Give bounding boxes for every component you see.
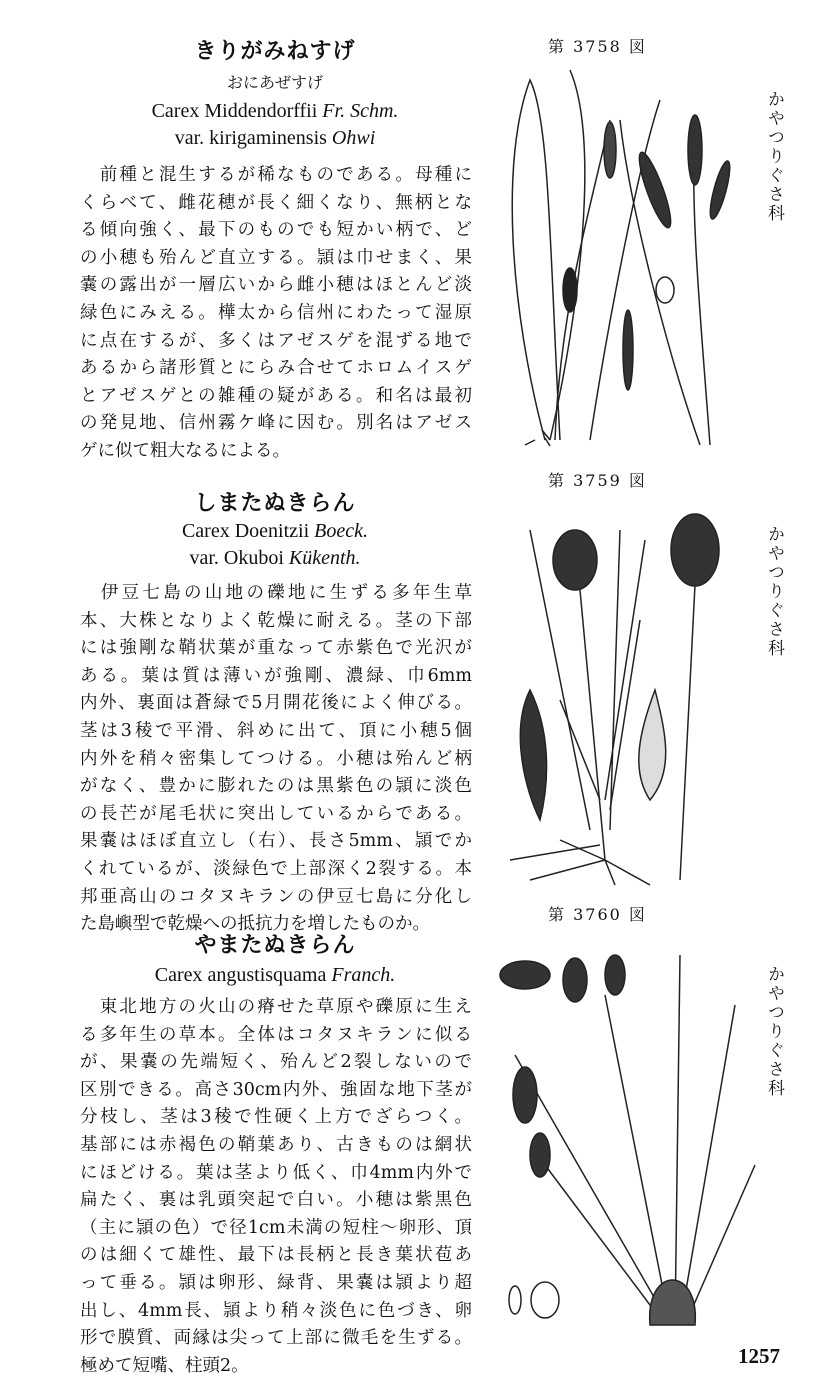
latin-author: Ohwi: [331, 127, 376, 149]
latin-author: Boeck.: [314, 520, 369, 542]
text-line: が、果嚢の先端短く、殆んど2裂しないので: [80, 1052, 472, 1073]
figure-label: 第 3758 図: [548, 37, 647, 56]
page-number: 1257: [738, 1344, 780, 1368]
latin-species: Carex Doenitzii: [181, 520, 310, 542]
text-line: 緑色にみえる。樺太から信州にわたって湿原: [80, 302, 472, 323]
text-line: た島嶼型で乾燥への抵抗力を増したものか。: [80, 914, 430, 935]
text-line: のは細くて雄性、最下は長柄と長き葉状苞あ: [80, 1245, 472, 1266]
entry-alt-name: おにあぜすげ: [226, 73, 323, 92]
text-line: 内外を稍々密集してつける。小穂は殆んど柄: [80, 748, 472, 769]
text-line: 形で膜質、両縁は尖って上部に微毛を生ずる。: [80, 1328, 472, 1349]
text-line: 嚢の露出が一層広いから雌小穂はほとんど淡: [80, 275, 472, 296]
text-line: 東北地方の火山の瘠せた草原や礫原に生え: [80, 997, 472, 1017]
latin-author: Franch.: [331, 964, 396, 986]
text-line: 基部には赤褐色の鞘葉あり、古きものは網状: [80, 1134, 472, 1155]
text-line: がなく、豊かに膨れたのは黒紫色の頴に淡色: [80, 776, 472, 797]
figure-label: 第 3760 図: [548, 905, 647, 924]
text-line: の発見地、信州霧ケ峰に因む。別名はアゼス: [80, 413, 472, 434]
text-line: とアゼスゲとの雑種の疑がある。和名は最初: [80, 385, 472, 406]
text-line: 内外、裏面は蒼緑で5月開花後によく伸びる。: [80, 693, 472, 714]
text-line: に点在するが、多くはアゼスゲを混ずる地で: [80, 330, 472, 351]
latin-name: [80, 98, 470, 152]
text-line: 果嚢はほぼ直立し（右）、長さ5mm、頴でか: [80, 831, 472, 852]
entry-description: [80, 994, 472, 1380]
text-line: 邦亜高山のコタヌキランの伊豆七島に分化し: [80, 886, 472, 907]
text-line: あるから諸形質とにらみ合せてホロムイスゲ: [80, 358, 472, 379]
text-line: って垂る。頴は卵形、緑背、果嚢は頴より超: [80, 1272, 472, 1293]
entry-description: [80, 580, 472, 939]
text-line: 区別できる。高さ30cm内外、強固な地下茎が: [80, 1079, 472, 1100]
text-line: 扁たく、裏は乳頭突起で白い。小穂は紫黒色: [80, 1190, 472, 1211]
latin-name: [80, 518, 470, 572]
text-line: 分枝し、茎は3稜で性硬く上方でざらつく。: [80, 1107, 472, 1128]
text-line: ゲに似て粗大なるによる。: [80, 440, 290, 461]
sedge-illustration-3759: [490, 500, 760, 890]
entry-title: やまたぬきらん: [194, 933, 356, 958]
text-line: くれているが、淡緑色で上部深く2裂する。本: [80, 858, 472, 879]
latin-species: Carex angustisquama: [154, 964, 327, 986]
latin-variety: var. kirigaminensis: [174, 127, 327, 149]
text-line: にほどける。葉は茎より低く、巾4mm内外で: [80, 1162, 472, 1183]
text-line: る多年生の草本。全体はコタヌキランに似る: [80, 1024, 472, 1045]
latin-variety: var. Okuboi: [189, 547, 284, 569]
entry-title: きりがみねすげ: [194, 39, 356, 64]
text-line: には強剛な鞘状葉が重なって赤紫色で光沢が: [80, 638, 472, 659]
text-line: 伊豆七島の山地の礫地に生ずる多年生草: [80, 583, 472, 603]
latin-name: [80, 962, 470, 989]
text-line: 前種と混生するが稀なものである。母種に: [80, 165, 472, 185]
latin-species: Carex Middendorffii: [151, 100, 318, 122]
text-line: 極めて短嘴、柱頭2。: [80, 1355, 249, 1376]
text-line: 本、大株となりよく乾燥に耐える。茎の下部: [80, 610, 472, 631]
text-line: の長芒が尾毛状に突出しているからである。: [80, 803, 472, 824]
text-line: 出し、4mm長、頴より稍々淡色に色づき、卵: [80, 1300, 472, 1321]
figure-label: 第 3759 図: [548, 471, 647, 490]
sedge-illustration-3758: [490, 60, 750, 450]
family-label: かやつりぐさ科: [764, 965, 784, 1098]
latin-author: Kükenth.: [288, 547, 361, 569]
sedge-illustration-3760: [485, 935, 765, 1335]
family-label: かやつりぐさ科: [764, 525, 784, 658]
text-line: くらべて、雌花穂が長く細くなり、無柄とな: [80, 192, 472, 213]
text-line: 茎は3稜で平滑、斜めに出て、頂に小穂5個: [80, 720, 472, 741]
text-line: （主に頴の色）で径1cm未満の短柱〜卵形、頂: [80, 1217, 472, 1238]
latin-author: Fr. Schm.: [322, 100, 399, 122]
text-line: る傾向強く、最下のものでも短かい柄で、ど: [80, 220, 472, 241]
text-line: ある。葉は質は薄いが強剛、濃緑、巾6mm: [80, 665, 472, 686]
entry-description: [80, 162, 472, 466]
text-line: の小穂も殆んど直立する。頴は巾せまく、果: [80, 247, 472, 268]
entry-title: しまたぬきらん: [194, 491, 356, 516]
family-label: かやつりぐさ科: [764, 90, 784, 223]
